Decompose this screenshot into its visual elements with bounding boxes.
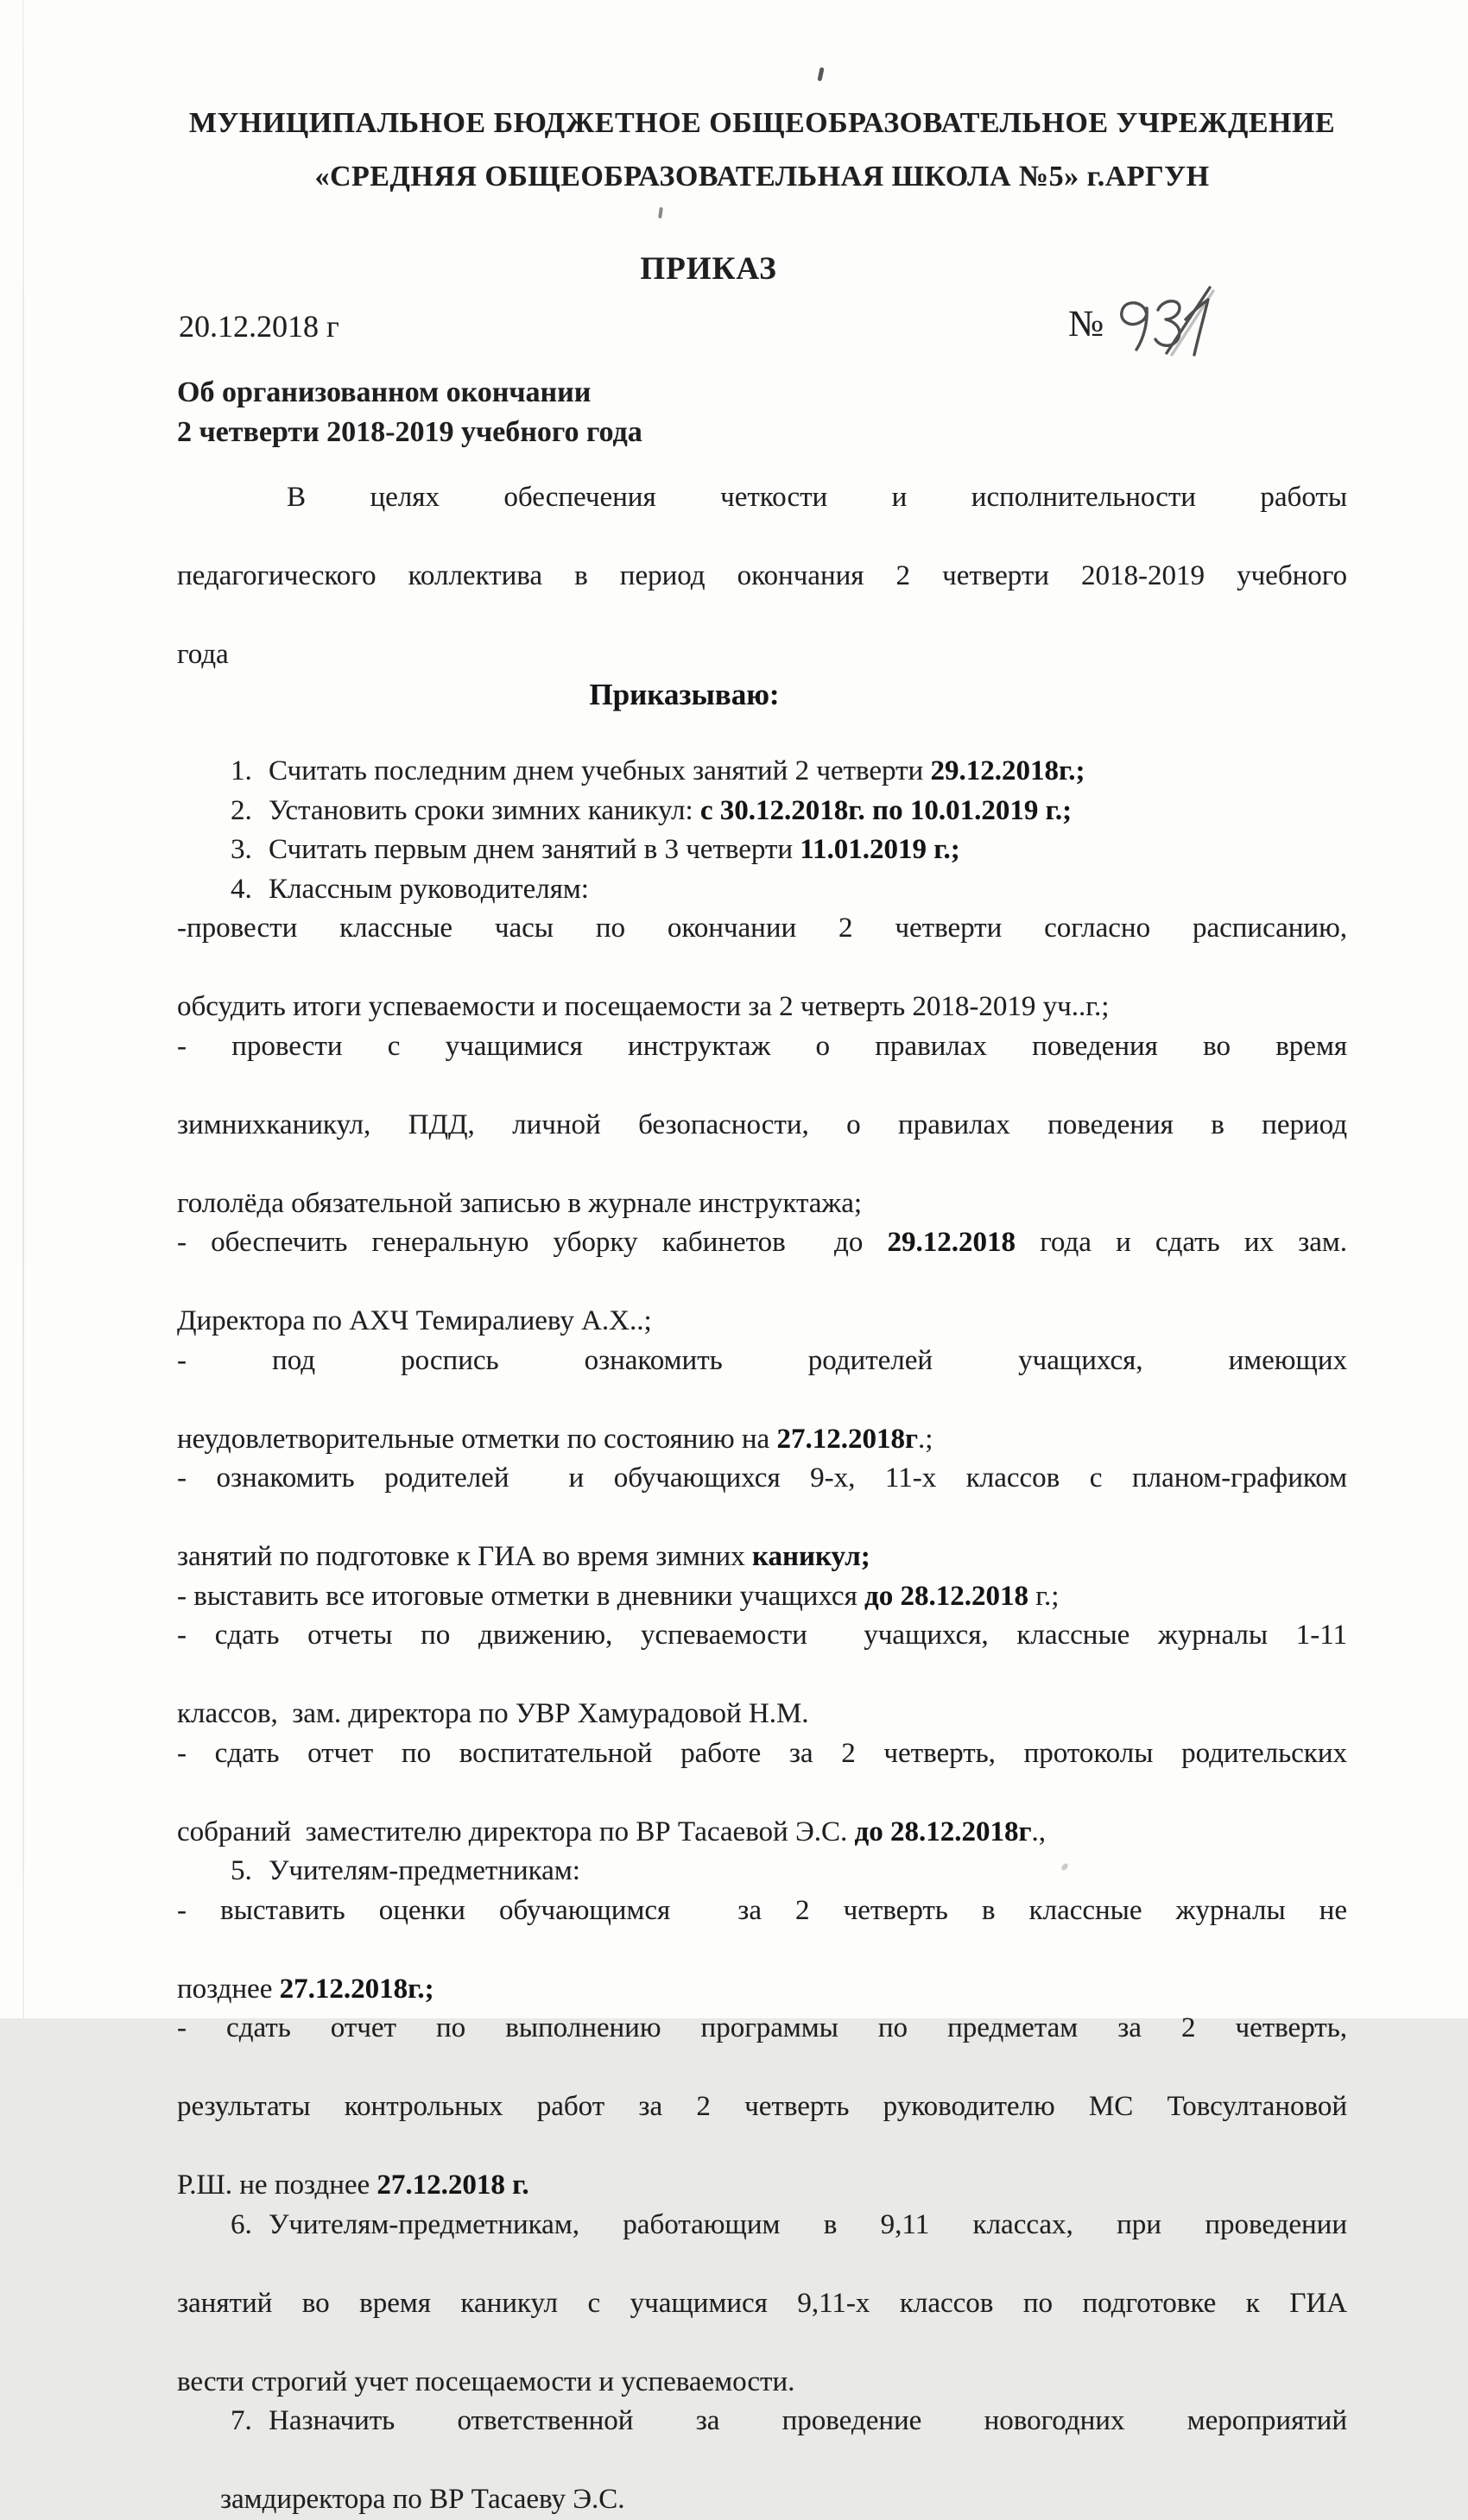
order-word [99,675,1269,715]
text-segment: Директора по АХЧ Темиралиеву А.Х..; [177,1305,652,1336]
paragraph-line [177,2166,1347,2206]
paragraph-line [177,2284,1347,2363]
text-segment: Учителям-предметникам, работающим в 9,11 классах, при проведении [269,2208,1347,2240]
paragraph-line [177,1459,1347,1538]
paragraph-line [177,909,1347,988]
paragraph-line [177,1184,1347,1224]
org-name-line-2: «СРЕДНЯЯ ОБЩЕОБРАЗОВАТЕЛЬНАЯ ШКОЛА №5» г.АРГУН [314,161,1210,193]
bold-text-segment: 29.12.2018 [887,1227,1016,1258]
subject-line-1: Об организованном окончании [177,376,592,408]
text-segment: - выставить все итоговые отметки в дневники учащихся [177,1580,865,1612]
list-item-6 [177,2206,1347,2284]
handwritten-digit-9 [1122,303,1147,350]
list-number: 3. [231,834,252,865]
document-body [177,478,1347,2520]
text-segment: - сдать отчеты по движению, успеваемости учащихся, классные журналы 1-11 [177,1620,1347,1651]
bold-text-segment: 29.12.2018г.; [930,755,1085,786]
intro-line [177,635,1347,675]
text-segment: Считать последним днем учебных занятий 2 четверти [269,755,931,786]
text-segment: занятий во время каникул с учащимися 9,11-х классов по подготовке к ГИА [177,2287,1347,2319]
text-segment: собраний заместителю директора по ВР Тасаевой Э.С. [177,1816,855,1847]
list-item-4 [177,870,1347,910]
bold-text-segment: до 28.12.2018 [864,1580,1028,1612]
bold-text-segment: 27.12.2018 г. [376,2169,529,2201]
scan-artifact-left-line [22,0,24,2018]
bold-text-segment: до 28.12.2018г [854,1816,1032,1847]
text-segment: - под роспись ознакомить родителей учащихся, имеющих [177,1344,1347,1376]
text-segment: Установить сроки зимних каникул: [269,794,700,826]
handwritten-number-93-1 [1113,281,1269,380]
intro-line [177,478,1347,557]
text-segment: вести строгий учет посещаемости и успеваемости. [177,2365,795,2397]
text-segment: гололёда обязательной записью в журнале инструктажа; [177,1187,863,1219]
list-number: 7. [231,2405,252,2436]
paragraph-line [177,2363,1347,2403]
text-segment: неудовлетворительные отметки по состоянию на [177,1423,777,1455]
list-number: 6. [231,2208,252,2240]
document-type-title: ПРИКАЗ [640,251,777,287]
paragraph-line [177,1106,1347,1184]
bold-text-segment: Приказываю: [589,677,780,711]
paragraph-line [177,1813,1347,1853]
text-segment: года [177,639,229,670]
paragraph-line [177,988,1347,1027]
text-segment: - провести с учащимися инструктаж о правилах поведения во время [177,1030,1347,1062]
bold-text-segment: 11.01.2019 г.; [800,834,960,865]
text-segment: классов, зам. директора по УВР Хамурадовой Н.М. [177,1698,809,1729]
bold-text-segment: 27.12.2018г.; [279,1973,434,2005]
paragraph-line [177,1538,1347,1577]
text-segment: Р.Ш. не позднее [177,2169,377,2201]
text-segment: Считать первым днем занятий в 3 четверти [269,834,800,865]
paragraph-line [177,1734,1347,1813]
document-number-block [1068,303,1104,345]
paragraph-line [177,1970,1347,2010]
scan-artifact-tick-mid [658,207,663,218]
text-segment: ., [1031,1816,1046,1847]
paragraph-line [177,1420,1347,1460]
bold-text-segment: 27.12.2018г [776,1423,918,1455]
list-number: 5. [231,1855,252,1886]
paragraph-line [177,1616,1347,1695]
paragraph-line [177,1342,1347,1420]
text-segment: результаты контрольных работ за 2 четверть руководителю МС Товсултановой [177,2091,1347,2122]
list-item-1 [177,752,1347,792]
text-segment: - обеспечить генеральную уборку кабинетов до [177,1227,888,1258]
paragraph-line [177,1223,1347,1302]
paragraph-line [177,1027,1347,1106]
text-segment: .; [917,1423,933,1455]
list-item-7 [177,2402,1347,2480]
paragraph-line [177,1577,1347,1617]
paragraph-line [177,1892,1347,1970]
paragraph-line [177,2009,1347,2087]
text-segment: замдиректора по ВР Тасаеву Э.С. [220,2484,625,2515]
paragraph-line [177,2087,1347,2166]
text-segment: - сдать отчет по выполнению программы по предметам за 2 четверть, [177,2012,1347,2043]
text-segment: Учителям-предметникам: [269,1855,580,1886]
intro-line [177,557,1347,635]
text-segment: В целях обеспечения четкости и исполнительности работы [287,482,1347,513]
list-number: 4. [231,873,252,905]
list-number: 2. [231,794,252,826]
scan-artifact-tick-top [817,67,824,82]
text-segment: - сдать отчет по воспитательной работе за 2 четверть, протоколы родительских [177,1737,1347,1769]
subject-block [177,373,1347,452]
subject-line-2: 2 четверти 2018-2019 учебного года [177,416,642,448]
text-segment: зимнихканикул, ПДД, личной безопасности, о правилах поведения в период [177,1108,1347,1140]
text-segment: -провести классные часы по окончании 2 четверти согласно расписанию, [177,913,1347,944]
text-segment: позднее [177,1973,280,2005]
bold-text-segment: с 30.12.2018г. по 10.01.2019 г.; [699,794,1073,826]
number-sign: № [1068,304,1104,344]
text-segment: Классным руководителям: [269,873,589,905]
org-name-line-1: МУНИЦИПАЛЬНОЕ БЮДЖЕТНОЕ ОБЩЕОБРАЗОВАТЕЛЬНОЕ УЧРЕЖДЕНИЕ [188,107,1336,139]
text-segment: - ознакомить родителей и обучающихся 9-х, 11-х классов с планом-графиком [177,1462,1347,1494]
text-segment: занятий по подготовке к ГИА во время зимних [177,1541,752,1572]
list-item-2 [177,792,1347,831]
text-segment: г.; [1028,1580,1060,1612]
paragraph-line [177,2480,1347,2520]
text-segment: года и сдать их зам. [1016,1227,1347,1258]
date-and-number-row [177,303,1347,358]
text-segment: - выставить оценки обучающимся за 2 четверть в классные журналы не [177,1894,1347,1926]
text-segment: Назначить ответственной за проведение новогодних мероприятий [269,2405,1347,2436]
paragraph-line [177,1302,1347,1342]
list-item-5 [177,1852,1347,1892]
paragraph-line [177,1695,1347,1734]
list-number: 1. [231,755,252,786]
text-segment: педагогического коллектива в период окончания 2 четверти 2018-2019 учебного [177,560,1347,591]
text-segment: обсудить итоги успеваемости и посещаемости за 2 четверть 2018-2019 уч..г.; [177,991,1110,1022]
document-date: 20.12.2018 г [179,309,339,344]
list-item-3 [177,831,1347,870]
bold-text-segment: каникул; [751,1541,870,1572]
